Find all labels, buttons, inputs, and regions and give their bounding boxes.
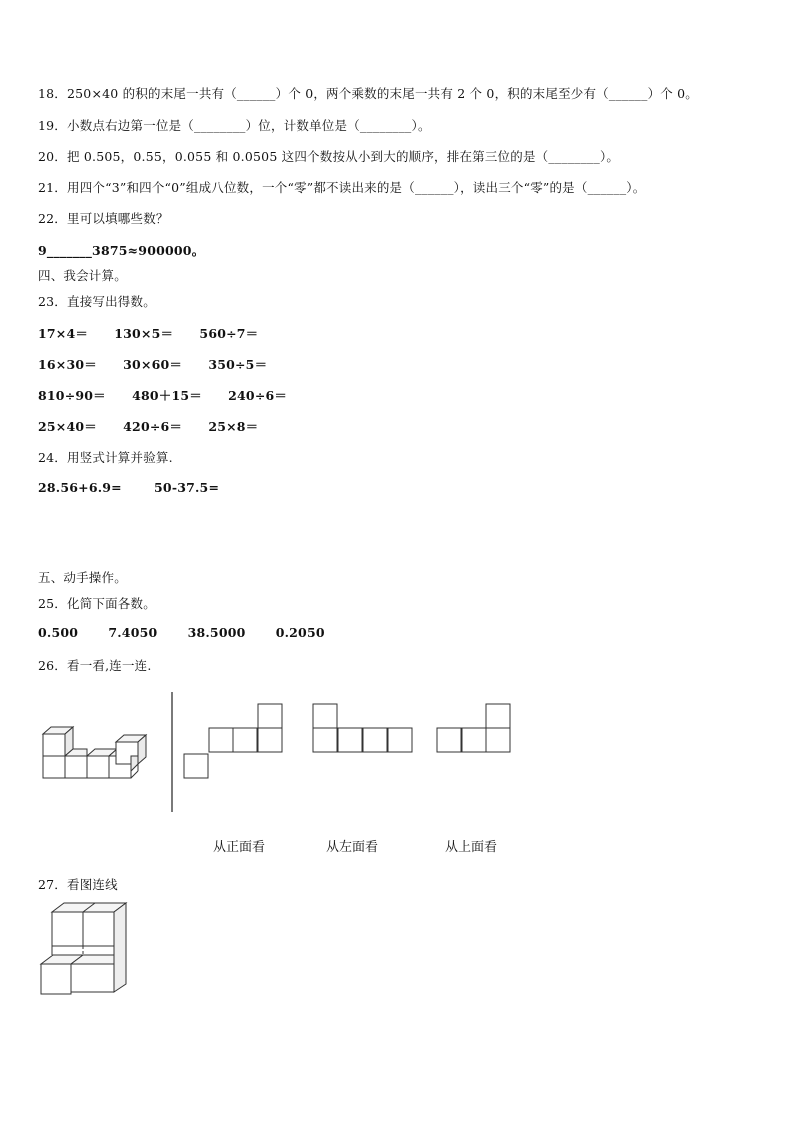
calc-item: 30×60＝ [123, 357, 183, 372]
calc-item: 25×8＝ [208, 419, 259, 434]
question-19: 19．小数点右边第一位是（________）位，计数单位是（________）。 [38, 118, 431, 133]
calc-item: 480＋15＝ [132, 388, 202, 403]
section-4-heading: 四、我会计算。 [38, 268, 127, 283]
question-24: 24．用竖式计算并验算. [38, 450, 173, 465]
calc-item: 350÷5＝ [208, 357, 268, 372]
question-22: 22．里可以填哪些数？ [38, 211, 169, 226]
view-label-front: 从正面看 [213, 840, 266, 855]
calc-item: 16×30＝ [38, 357, 97, 372]
section-5-heading: 五、动手操作。 [38, 570, 127, 585]
view-shape-a [183, 703, 293, 783]
calc-item: 240÷6＝ [228, 388, 288, 403]
question-18: 18．250×40 的积的末尾一共有（______）个 0，两个乘数的末尾一共有 2 个 0，积的末尾至少有（______）个 0。 [38, 86, 698, 101]
view-shape-c [436, 703, 526, 763]
calc-item: 17×4＝ [38, 326, 89, 341]
calc-row-2 [38, 355, 289, 373]
question-21: 21．用四个“3”和四个“0”组成八位数，一个“零”都不读出来的是（______），读出三个“零”的是（______）。 [38, 180, 646, 195]
calc-row-4 [38, 417, 280, 435]
vertical-divider [171, 692, 175, 812]
question-22-expression: 9_______3875≈900000。 [38, 243, 205, 258]
question-24-expressions [38, 480, 241, 495]
question-25-numbers [38, 625, 347, 640]
view-label-left: 从左面看 [326, 840, 379, 855]
question-25: 25．化简下面各数。 [38, 596, 156, 611]
question-27: 27．看图连线 [38, 877, 118, 892]
calc-item: 810÷90＝ [38, 388, 106, 403]
question-20: 20．把 0.505，0.55，0.055 和 0.0505 这四个数按从小到大的顺序，排在第三位的是（________）。 [38, 149, 620, 164]
calc-item: 25×40＝ [38, 419, 97, 434]
view-label-top: 从上面看 [445, 840, 498, 855]
cube-structure-figure [40, 724, 160, 784]
calc-item: 130×5＝ [114, 326, 174, 341]
question-23: 23．直接写出得数。 [38, 294, 156, 309]
number-item: 0.2050 [275, 625, 325, 640]
calc-item: 560÷7＝ [199, 326, 259, 341]
calc-item: 420÷6＝ [123, 419, 183, 434]
vertical-calc-expression: 28.56+6.9= [38, 480, 122, 495]
vertical-calc-expression: 50-37.5= [154, 480, 220, 495]
question-26: 26．看一看,连一连. [38, 658, 152, 673]
cube-solid-figure [38, 900, 138, 1000]
view-shape-b [312, 703, 422, 763]
calc-row-3 [38, 386, 309, 404]
number-item: 38.5000 [187, 625, 246, 640]
number-item: 7.4050 [108, 625, 158, 640]
number-item: 0.500 [38, 625, 79, 640]
calc-row-1 [38, 324, 280, 342]
